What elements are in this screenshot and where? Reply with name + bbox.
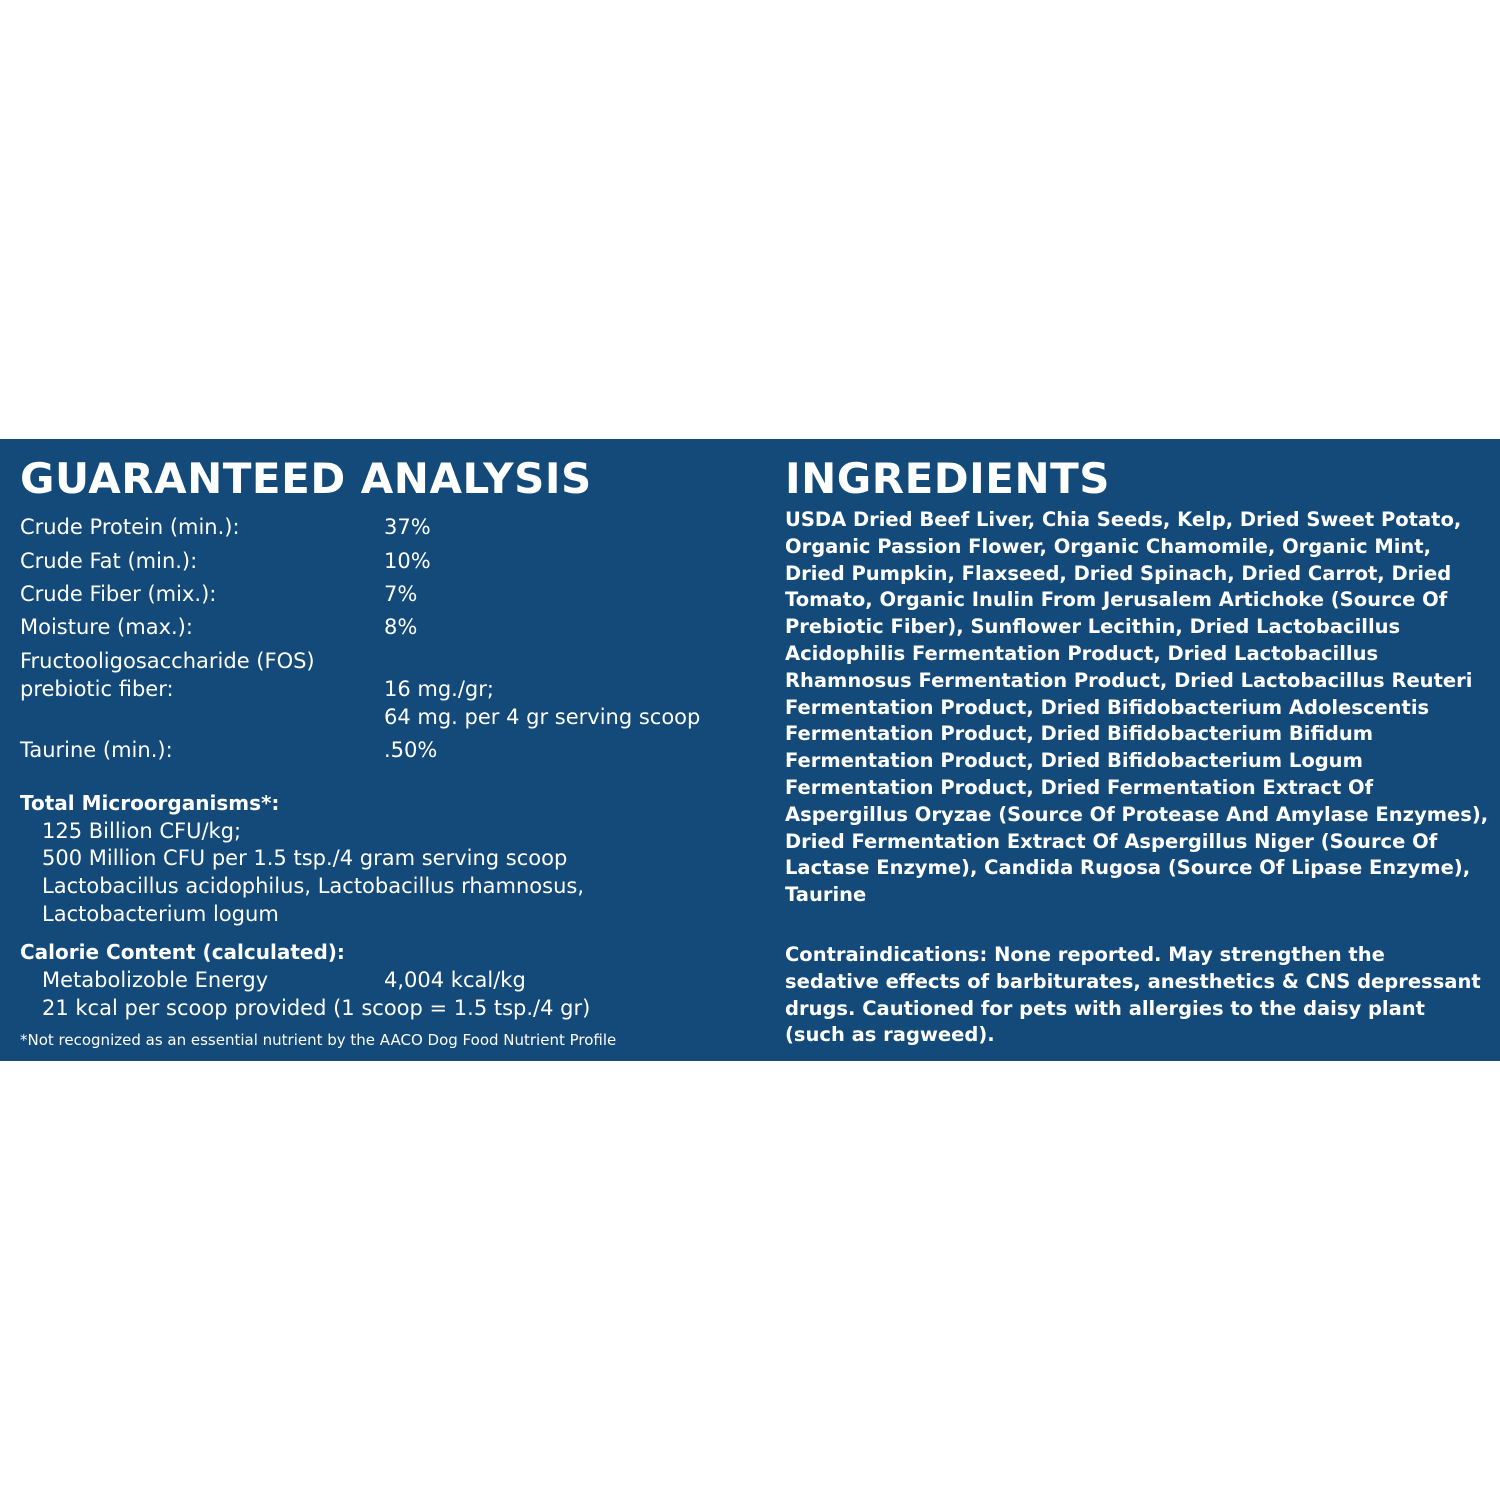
- energy-value: 4,004 kcal/kg: [384, 968, 526, 992]
- analysis-label: Fructooligosaccharide (FOS): [20, 649, 315, 673]
- analysis-label: prebiotic fiber:: [20, 677, 174, 701]
- microorganisms-line: 125 Billion CFU/kg;: [42, 819, 242, 843]
- analysis-value: .50%: [384, 738, 438, 762]
- contraindications-text: Contraindications: None reported. May strengthen the sedative effects of barbiturates, anesthetics & CNS depressant drugs. Cautioned for pets with allergies to the daisy plant (such as ragweed).: [785, 943, 1481, 1047]
- footnote: *Not recognized as an essential nutrient by the AACO Dog Food Nutrient Profile: [20, 1031, 617, 1049]
- microorganisms-line: Lactobacillus acidophilus, Lactobacillus rhamnosus,: [42, 874, 585, 898]
- analysis-value: 7%: [384, 582, 418, 606]
- analysis-label: Taurine (min.):: [20, 738, 173, 762]
- analysis-value: 10%: [384, 549, 431, 573]
- analysis-label: Moisture (max.):: [20, 615, 193, 639]
- microorganisms-line: 500 Million CFU per 1.5 tsp./4 gram serving scoop: [42, 846, 568, 870]
- guaranteed-analysis-title: GUARANTEED ANALYSIS: [20, 454, 592, 503]
- scoop-calorie-line: 21 kcal per scoop provided (1 scoop = 1.5 tsp./4 gr): [42, 996, 591, 1020]
- microorganisms-line: Lactobacterium logum: [42, 902, 279, 926]
- label-panel: [0, 439, 1500, 1061]
- analysis-value: 8%: [384, 615, 418, 639]
- microorganisms-heading: Total Microorganisms*:: [20, 791, 280, 815]
- analysis-label: Crude Protein (min.):: [20, 515, 240, 539]
- ingredients-text: USDA Dried Beef Liver, Chia Seeds, Kelp, Dried Sweet Potato, Organic Passion Flower, Organic Chamomile, Organic Mint, Dried Pumpkin, Flaxseed, Dried Spinach, Dried Carrot, Dried Tomato, Organic Inulin From Jerusalem Artichoke (Source Of Prebiotic Fiber), Sunflower Lecithin, Dried Lactobacillus Acidophilis Fermentation Product, Dried Lactobacillus Rhamnosus Fermentation Product, Dried Lactobacillus Reuteri Fermentation Product, Dried Bifidobacterium Adolescentis Fermentation Product, Dried Bifidobacterium Bifidum Fermentation Product, Dried Bifidobacterium Logum Fermentation Product, Dried Fermentation Extract Of Aspergillus Oryzae (Source Of Protease And Amylase Enzymes), Dried Fermentation Extract Of Aspergillus Niger (Source Of Lactase Enzyme), Candida Rugosa (Source Of Lipase Enzyme), Taurine: [785, 508, 1489, 907]
- ingredients-title: INGREDIENTS: [785, 454, 1111, 503]
- analysis-label: Crude Fat (min.):: [20, 549, 198, 573]
- analysis-value: 64 mg. per 4 gr serving scoop: [384, 705, 701, 729]
- analysis-value: 37%: [384, 515, 431, 539]
- energy-label: Metabolizoble Energy: [42, 968, 269, 992]
- calorie-heading: Calorie Content (calculated):: [20, 940, 345, 964]
- analysis-label: Crude Fiber (mix.):: [20, 582, 217, 606]
- analysis-value: 16 mg./gr;: [384, 677, 494, 701]
